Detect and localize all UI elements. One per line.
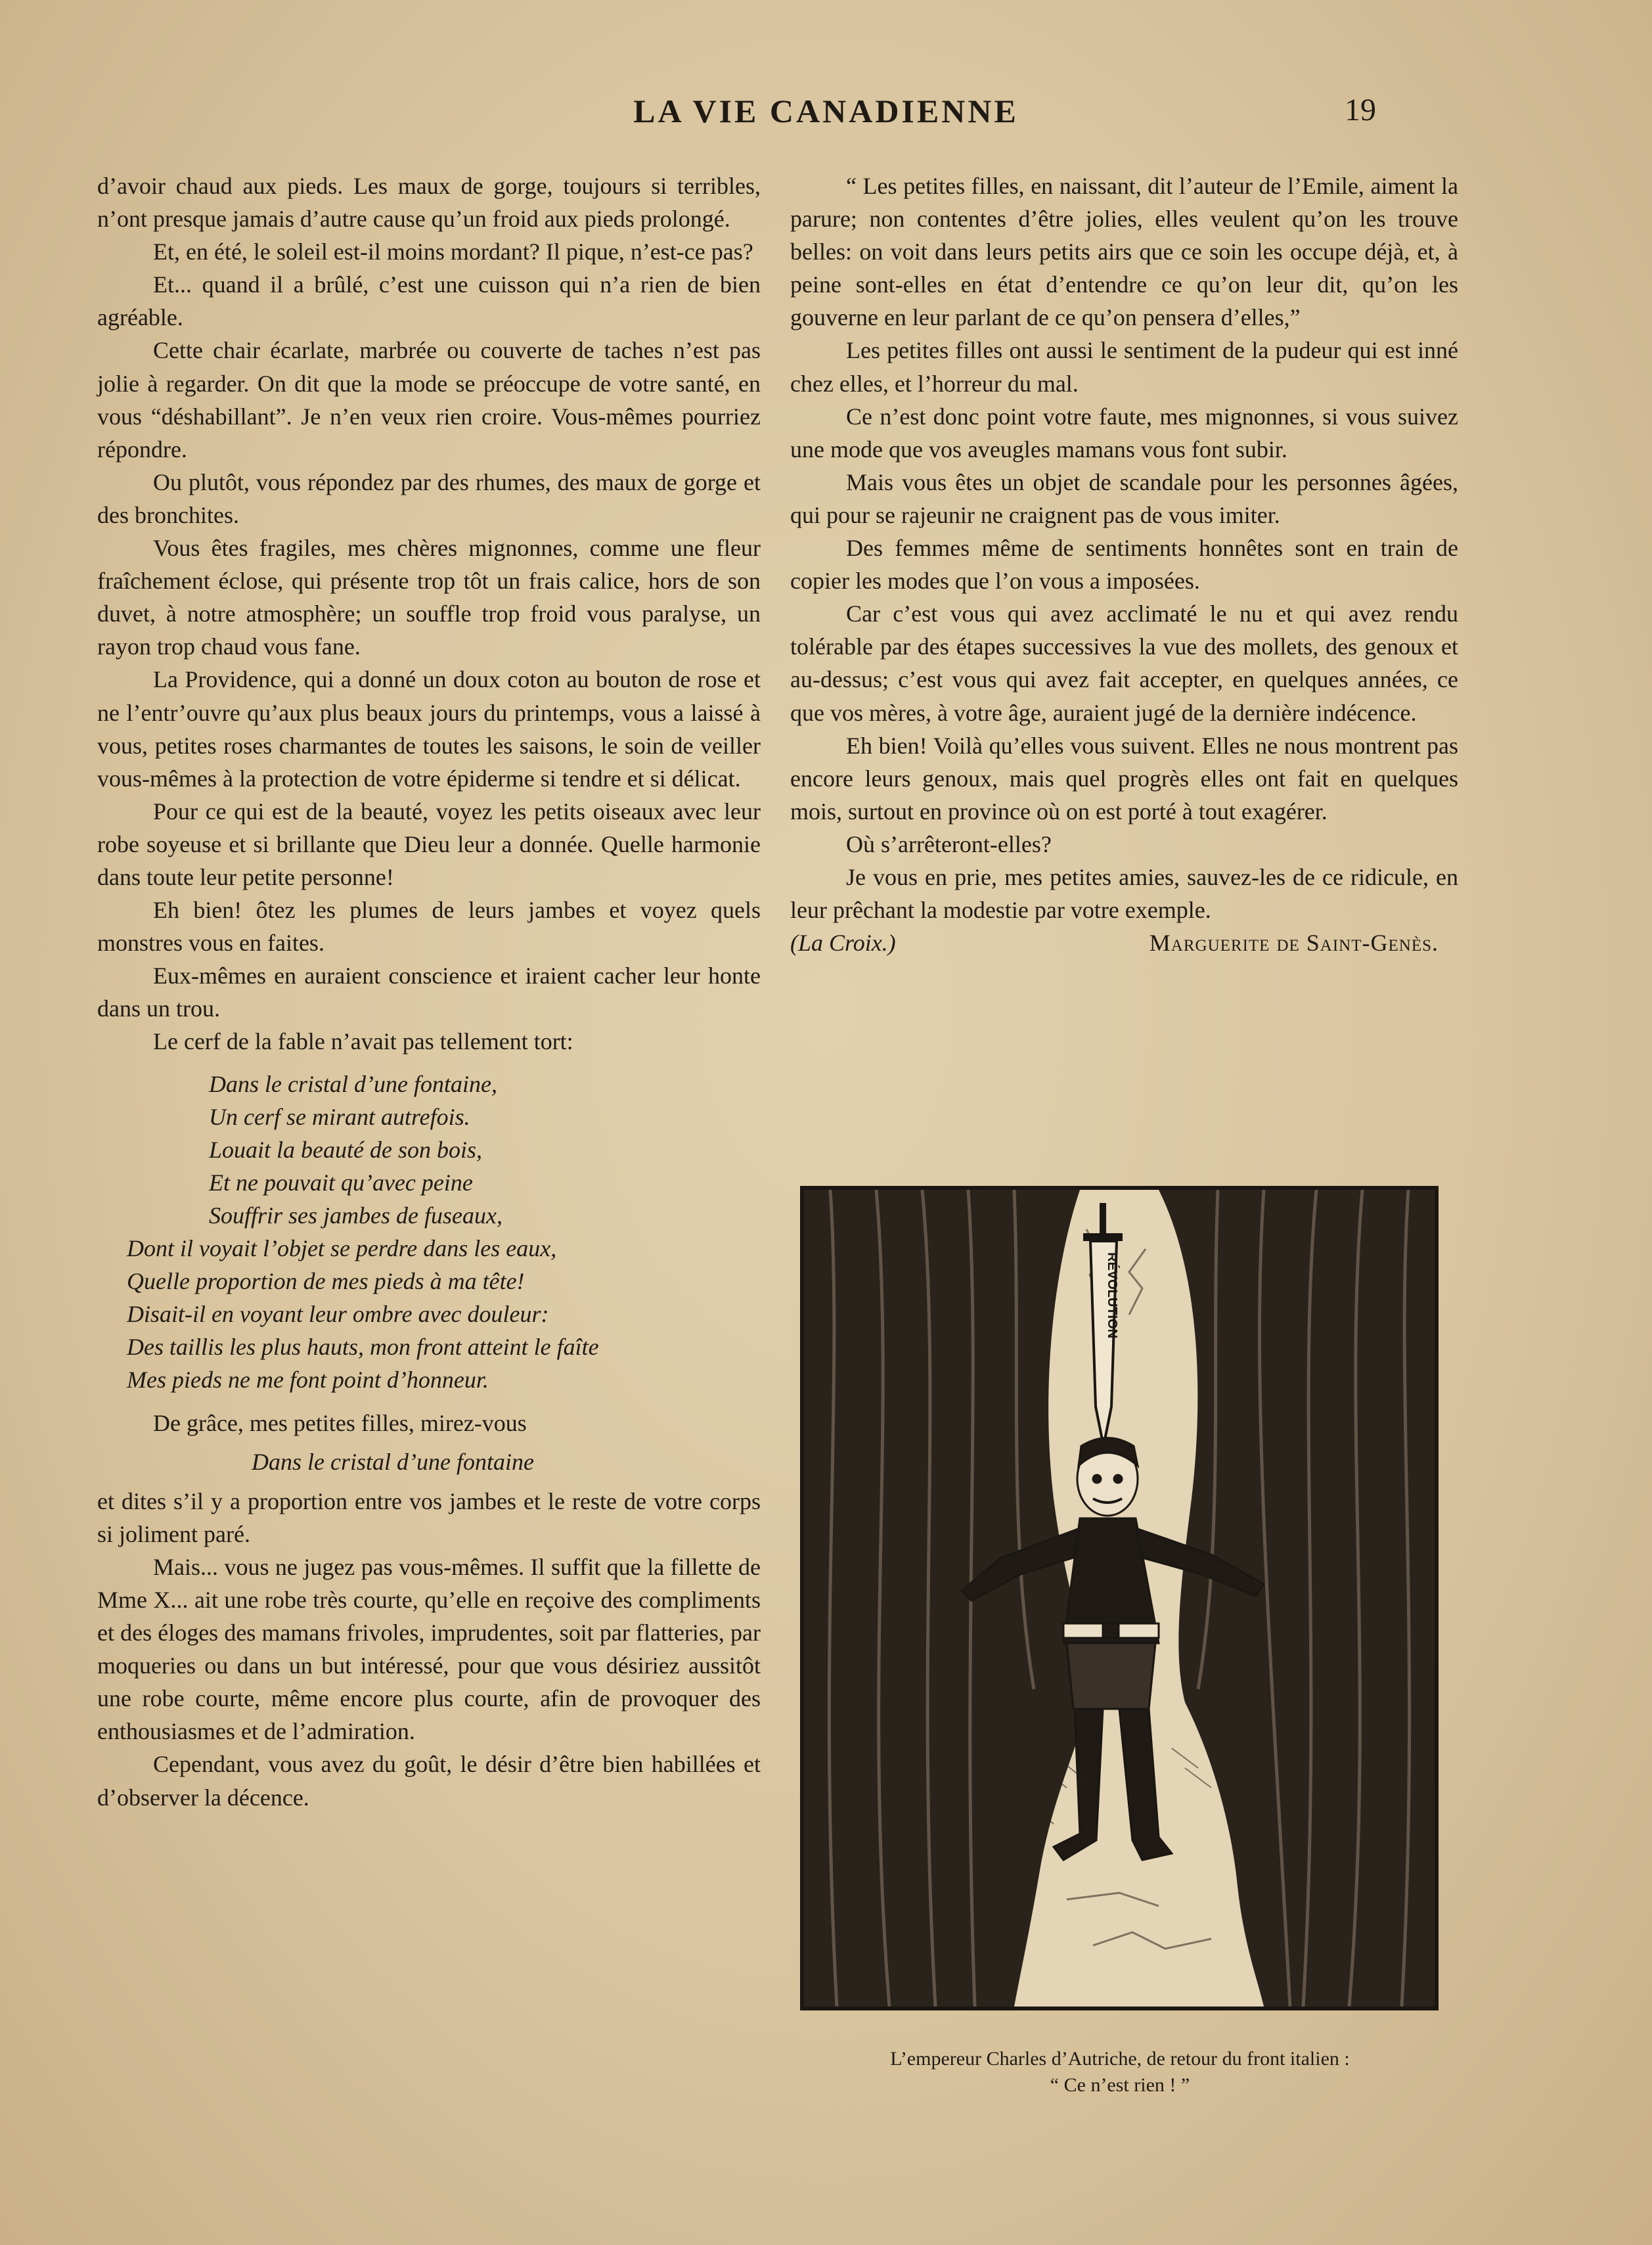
source-citation: (La Croix.) bbox=[790, 930, 896, 957]
verse-line: Un cerf se mirant autrefois. bbox=[209, 1103, 470, 1130]
author-signature: Marguerite de Saint-Genès. bbox=[1149, 930, 1439, 957]
verse-line: Disait-il en voyant leur ombre avec douleur: bbox=[127, 1301, 549, 1328]
paragraph: Eh bien! Voilà qu’elles vous suivent. Elles ne nous montrent pas encore leurs genoux, mais quel progrès elles ont fait en quelques mois, surtout en province où on est porté à tout exagérer. bbox=[790, 732, 1458, 825]
verse-line: Souffrir ses jambes de fuseaux, bbox=[209, 1202, 502, 1229]
paragraph: Mais vous êtes un objet de scandale pour les personnes âgées, qui pour se rajeunir ne craignent pas de vous imiter. bbox=[790, 468, 1458, 528]
running-title: LA VIE CANADIENNE bbox=[633, 93, 1019, 129]
page-number: 19 bbox=[1345, 93, 1376, 127]
signature-row bbox=[790, 926, 1458, 959]
paragraph: d’avoir chaud aux pieds. Les maux de gorge, toujours si terribles, n’ont presque jamais d’autre cause qu’un froid aux pieds prolongé. bbox=[97, 173, 761, 233]
cartoon-illustration bbox=[800, 1186, 1439, 2010]
paragraph: Car c’est vous qui avez acclimaté le nu et qui avez rendu tolérable par des étapes successives la vue des mollets, des genoux et au-dessus; c’est vous qui avez fait accepter, en quelques années, ce que vos mères, à votre âge, auraient jugé de la dernière indécence. bbox=[790, 601, 1458, 726]
right-column bbox=[790, 170, 1458, 959]
paragraph: Et, en été, le soleil est-il moins mordant? Il pique, n’est-ce pas? bbox=[153, 238, 753, 265]
paragraph: Et... quand il a brûlé, c’est une cuisson qui n’a rien de bien agréable. bbox=[97, 271, 761, 331]
paragraph: Pour ce qui est de la beauté, voyez les petits oiseaux avec leur robe soyeuse et si brillante que Dieu leur a donnée. Quelle harmonie dans toute leur petite personne! bbox=[97, 798, 761, 890]
paragraph: Je vous en prie, mes petites amies, sauvez-les de ce ridicule, en leur prêchant la modestie par votre exemple. bbox=[790, 863, 1458, 924]
paragraph: “ Les petites filles, en naissant, dit l’auteur de l’Emile, aiment la parure; non contentes d’être jolies, elles veulent qu’on les trouve belles: on voit dans leurs petits airs que ce soin les occupe déjà, et, à peine sont-elles en état d’entendre ce qu’on leur dit, qu’on les gouverne en leur parlant de ce qu’on pensera d’elles,” bbox=[790, 173, 1458, 331]
fable-verse bbox=[97, 1068, 761, 1397]
sword-inscription: RÉVOLUTION bbox=[1105, 1252, 1119, 1339]
illustration-caption bbox=[782, 2046, 1458, 2098]
paragraph: De grâce, mes petites filles, mirez-vous bbox=[153, 1410, 527, 1437]
paragraph: Où s’arrêteront-elles? bbox=[846, 830, 1052, 857]
paragraph: Vous êtes fragiles, mes chères mignonnes, comme une fleur fraîchement éclose, qui présente trop tôt un frais calice, hors de son duvet, à notre atmosphère; un souffle trop froid vous paralyse, un rayon trop chaud vous fane. bbox=[97, 535, 761, 660]
sword-drawing bbox=[1083, 1203, 1123, 1446]
caption-line: “ Ce n’est rien ! ” bbox=[1050, 2074, 1190, 2096]
page-header bbox=[79, 92, 1573, 145]
paragraph: Cependant, vous avez du goût, le désir d’être bien habillées et d’observer la décence. bbox=[97, 1751, 761, 1811]
verse-line: Dont il voyait l’objet se perdre dans les eaux, bbox=[127, 1235, 557, 1261]
paragraph: Des femmes même de sentiments honnêtes sont en train de copier les modes que l’on vous a imposées. bbox=[790, 535, 1458, 595]
verse-line: Et ne pouvait qu’avec peine bbox=[209, 1169, 473, 1196]
verse-line: Des taillis les plus hauts, mon front atteint le faîte bbox=[127, 1334, 599, 1361]
paragraph: Le cerf de la fable n’avait pas tellement tort: bbox=[153, 1028, 573, 1055]
verse-line: Dans le cristal d’une fontaine, bbox=[209, 1070, 497, 1097]
verse-line: Quelle proportion de mes pieds à ma tête! bbox=[127, 1268, 525, 1295]
paragraph: Eh bien! ôtez les plumes de leurs jambes et voyez quels monstres vous en faites. bbox=[97, 897, 761, 957]
verse-quote: Dans le cristal d’une fontaine bbox=[252, 1448, 534, 1475]
caption-line: L’empereur Charles d’Autriche, de retour du front italien : bbox=[890, 2048, 1350, 2070]
paragraph: Ce n’est donc point votre faute, mes mignonnes, si vous suivez une mode que vos aveugles mamans vous font subir. bbox=[790, 403, 1458, 463]
verse-line: Mes pieds ne me font point d’honneur. bbox=[127, 1367, 489, 1394]
paragraph: La Providence, qui a donné un doux coton au bouton de rose et ne l’entr’ouvre qu’aux plus beaux jours du printemps, vous a laissé à vous, petites roses charmantes de toutes les saisons, le soin de veiller vous-mêmes à la protection de votre épiderme si tendre et si délicat. bbox=[97, 666, 761, 792]
verse-line: Louait la beauté de son bois, bbox=[209, 1136, 482, 1163]
cartoon-drawing bbox=[804, 1190, 1435, 2007]
paragraph: Cette chair écarlate, marbrée ou couverte de taches n’est pas jolie à regarder. On dit que la mode se préoccupe de votre santé, en vous “déshabillant”. Je n’en veux rien croire. Vous-mêmes pourriez répondre. bbox=[97, 337, 761, 463]
paragraph: Ou plutôt, vous répondez par des rhumes, des maux de gorge et des bronchites. bbox=[97, 468, 761, 528]
paragraph: Mais... vous ne jugez pas vous-mêmes. Il suffit que la fillette de Mme X... ait une robe très courte, qu’elle en reçoive des compliments et des éloges des mamans frivoles, imprudentes, soit par flatteries, par moqueries ou dans un but intéressé, pour que vous désiriez aussitôt une robe courte, même encore plus courte, afin de provoquer des enthousiasmes et de l’admiration. bbox=[97, 1553, 761, 1745]
paragraph: Eux-mêmes en auraient conscience et iraient cacher leur honte dans un trou. bbox=[97, 963, 761, 1022]
paragraph: et dites s’il y a proportion entre vos jambes et le reste de votre corps si joliment paré. bbox=[97, 1487, 761, 1547]
paragraph: Les petites filles ont aussi le sentiment de la pudeur qui est inné chez elles, et l’horreur du mal. bbox=[790, 337, 1458, 397]
left-column bbox=[97, 170, 761, 1814]
